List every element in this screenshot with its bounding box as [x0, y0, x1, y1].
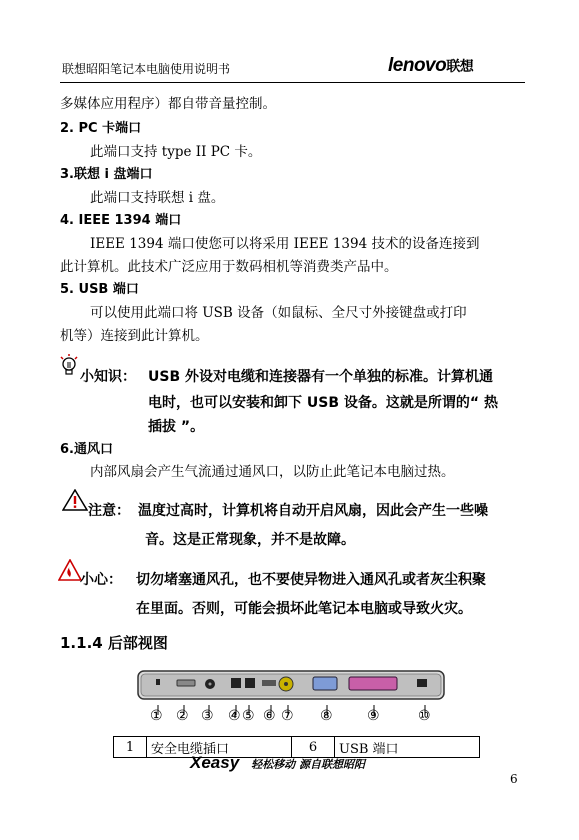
- callout-9: ⑨: [367, 708, 380, 724]
- note-text: 温度过高时，计算机将自动开启风扇，因此会产生一些噪: [138, 503, 488, 519]
- caution-label: 小心：: [80, 572, 122, 588]
- text-line: 此计算机。此技术广泛应用于数码相机等消费类产品中。: [60, 259, 398, 275]
- text-line: 机等）连接到此计算机。: [60, 328, 209, 344]
- callout-3: ③: [201, 708, 214, 724]
- fire-hazard-icon: [58, 559, 82, 585]
- section-heading: 1.1.4 后部视图: [60, 634, 168, 652]
- footer: Xeasy 轻松移动 源自联想昭阳: [190, 753, 366, 772]
- caution-text: 在里面。否则，可能会损坏此笔记本电脑或导致火灾。: [136, 601, 472, 617]
- callout-7: ⑦: [281, 708, 294, 724]
- text-line: 内部风扇会产生气流通过通风口，以防止此笔记本电脑过热。: [90, 464, 455, 480]
- table-cell: USB 端口: [335, 737, 480, 758]
- heading-1394: 4. IEEE 1394 端口: [60, 213, 182, 228]
- tip-label: 小知识：: [80, 369, 136, 385]
- caution-text: 切勿堵塞通风孔，也不要使异物进入通风孔或者灰尘积聚: [136, 572, 486, 588]
- header-title: 联想昭阳笔记本电脑使用说明书: [62, 62, 231, 76]
- text-line: 此端口支持联想 i 盘。: [90, 190, 225, 206]
- callout-8: ⑧: [320, 708, 333, 724]
- lenovo-logo: lenovo联想: [388, 55, 474, 76]
- callout-4: ④: [228, 708, 241, 724]
- heading-vent: 6.通风口: [60, 442, 113, 457]
- callout-10: ⑩: [418, 708, 431, 724]
- callout-leader-lines: [150, 700, 440, 710]
- heading-pc-card: 2. PC 卡端口: [60, 121, 142, 136]
- lightbulb-icon: [58, 353, 80, 381]
- tip-text: 电时，也可以安装和卸下 USB 设备。这就是所谓的“ 热: [148, 395, 498, 411]
- tip-text: 插拔 ”。: [148, 419, 205, 435]
- table-cell: 6: [292, 737, 335, 758]
- table-cell: 1: [114, 737, 147, 758]
- callout-2: ②: [176, 708, 189, 724]
- callout-6: ⑥: [263, 708, 276, 724]
- heading-idisk: 3.联想 i 盘端口: [60, 167, 153, 182]
- callout-5: ⑤: [242, 708, 255, 724]
- tip-text: USB 外设对电缆和连接器有一个单独的标准。计算机通: [148, 369, 493, 385]
- note-label: 注意：: [88, 503, 130, 519]
- text-line: 可以使用此端口将 USB 设备（如鼠标、全尺寸外接键盘或打印: [90, 305, 467, 321]
- text-line: 此端口支持 type II PC 卡。: [90, 144, 262, 160]
- table-cell: 安全电缆插口: [147, 737, 292, 758]
- callout-1: ①: [150, 708, 163, 724]
- text-line: 多媒体应用程序）都自带音量控制。: [60, 96, 276, 112]
- text-line: IEEE 1394 端口使您可以将采用 IEEE 1394 技术的设备连接到: [90, 236, 480, 252]
- warning-icon: [62, 489, 88, 515]
- heading-usb: 5. USB 端口: [60, 282, 139, 297]
- header-rule: [60, 82, 525, 83]
- note-text: 音。这是正常现象，并不是故障。: [145, 532, 355, 548]
- page-number: 6: [510, 772, 518, 786]
